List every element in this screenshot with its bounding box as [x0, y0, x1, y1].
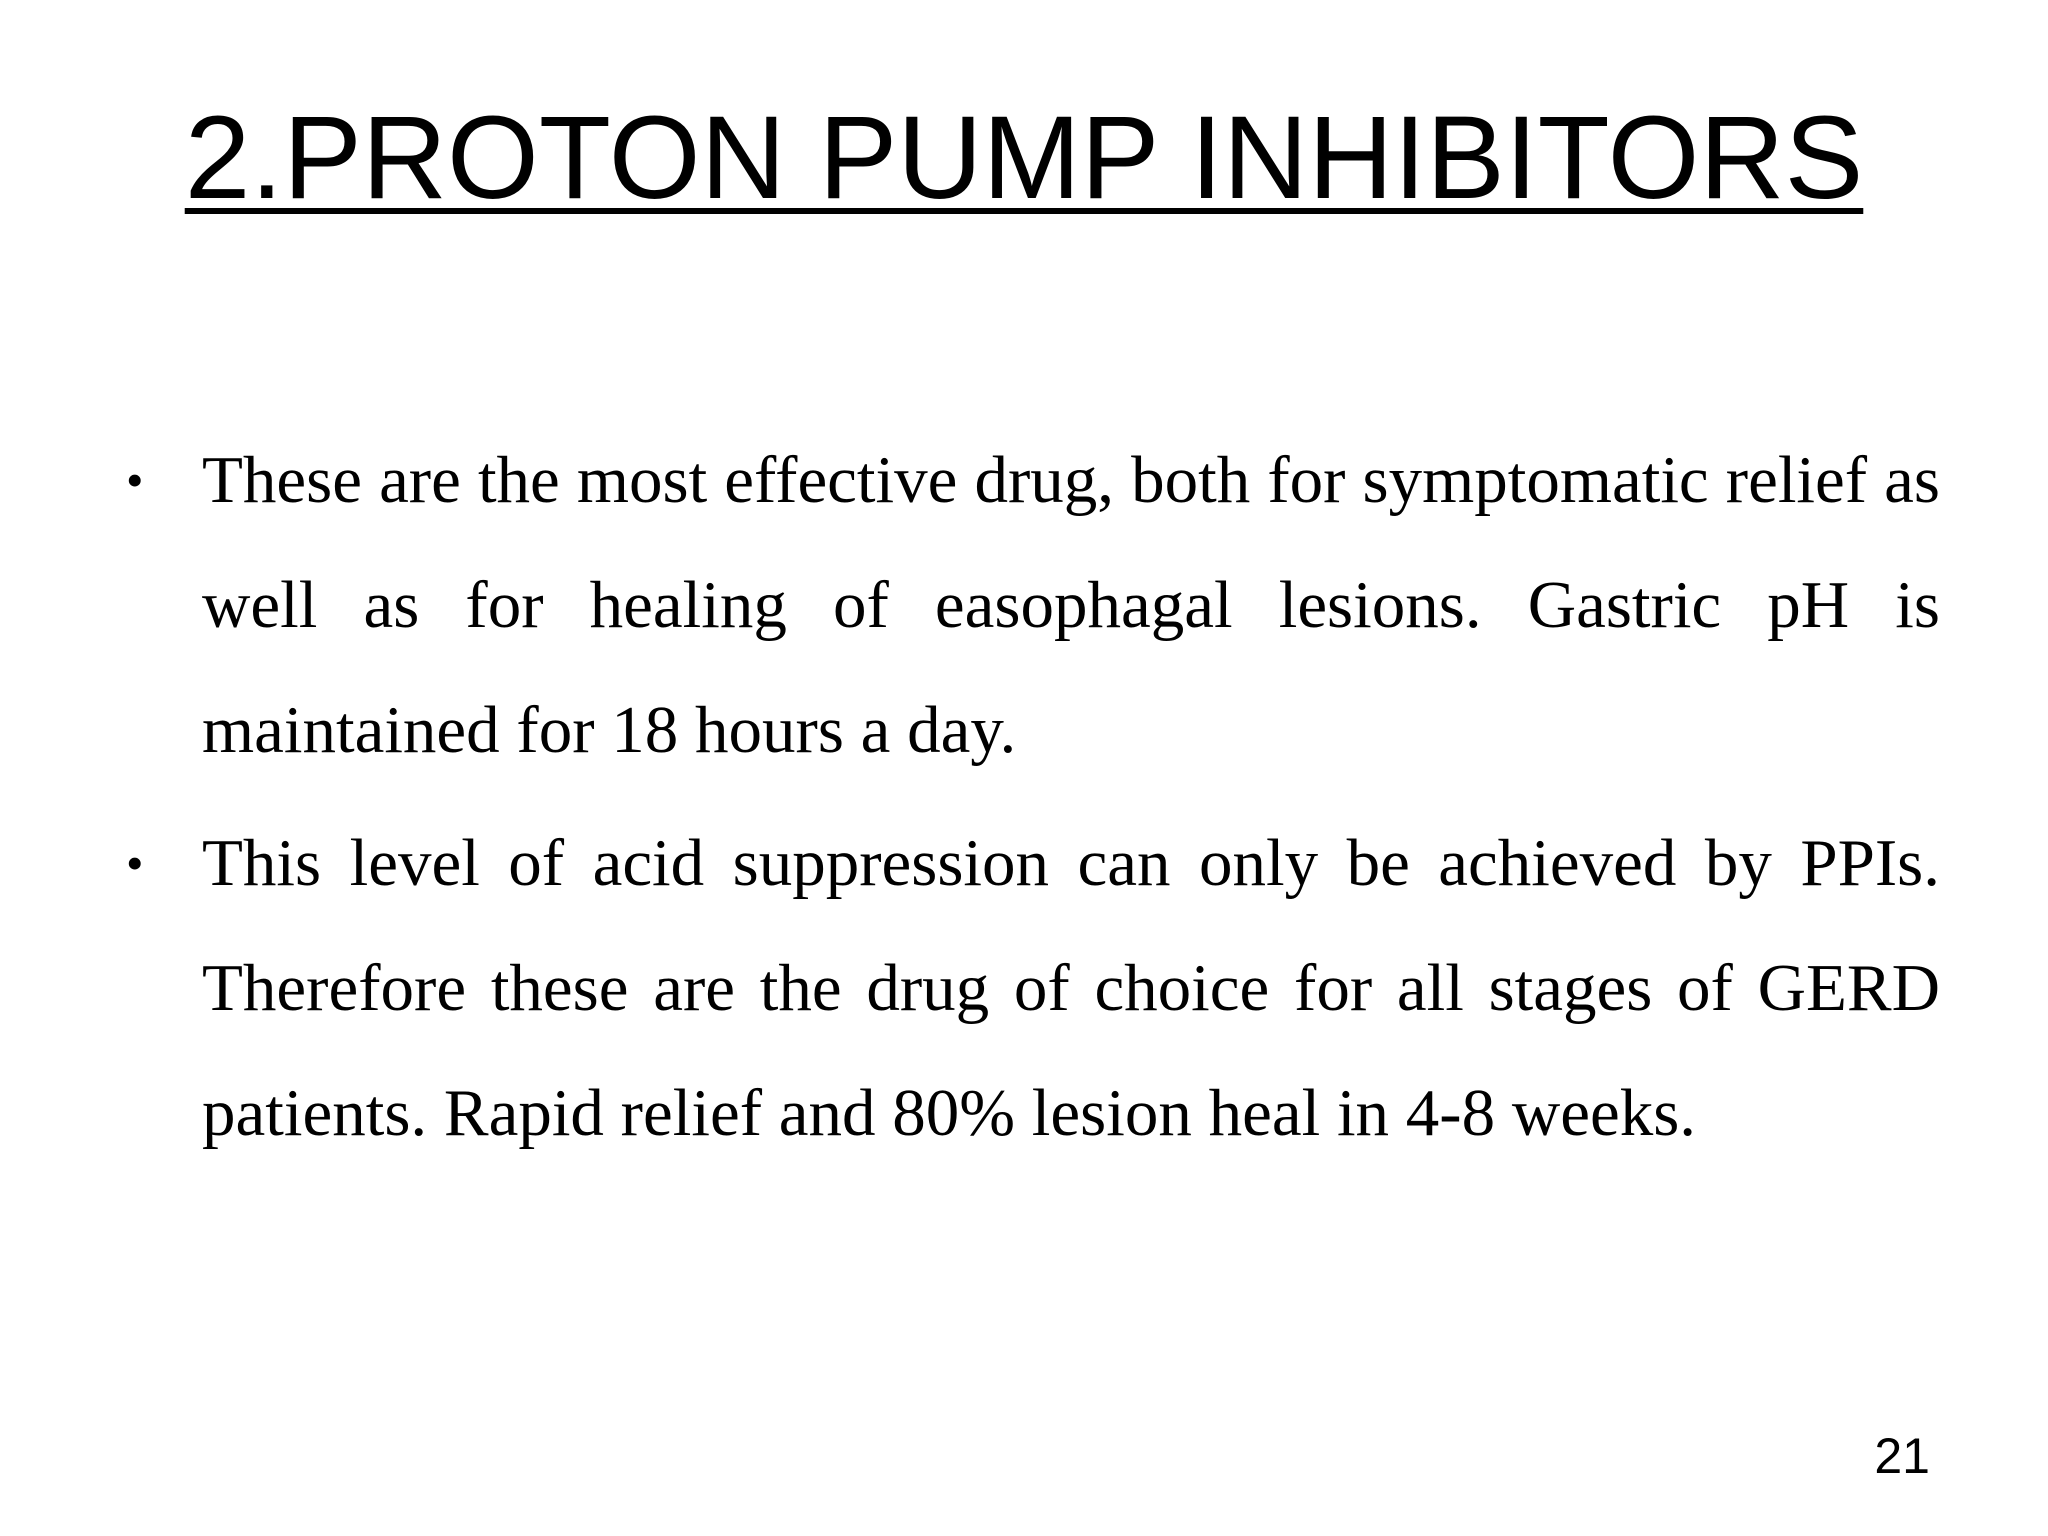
- slide-title: 2.PROTON PUMP INHIBITORS: [184, 92, 1864, 224]
- page-number: 21: [1874, 1428, 1930, 1484]
- bullet-marker: •: [126, 452, 144, 508]
- bullet-text-2: This level of acid suppression can only be achieved by PPIs. Therefore these are the drug of choice for all stages of GERD patients. Rapid relief and 80% lesion heal in 4-8 weeks.: [202, 826, 1940, 1150]
- bullet-list: [120, 418, 1940, 1176]
- bullet-item-1: [120, 418, 1940, 793]
- bullet-marker: •: [126, 835, 144, 891]
- bullet-item-2: [120, 801, 1940, 1176]
- bullet-text-1: These are the most effective drug, both for symptomatic relief as well as for healing of easophagal lesions. Gastric pH is maintained for 18 hours a day.: [202, 443, 1940, 767]
